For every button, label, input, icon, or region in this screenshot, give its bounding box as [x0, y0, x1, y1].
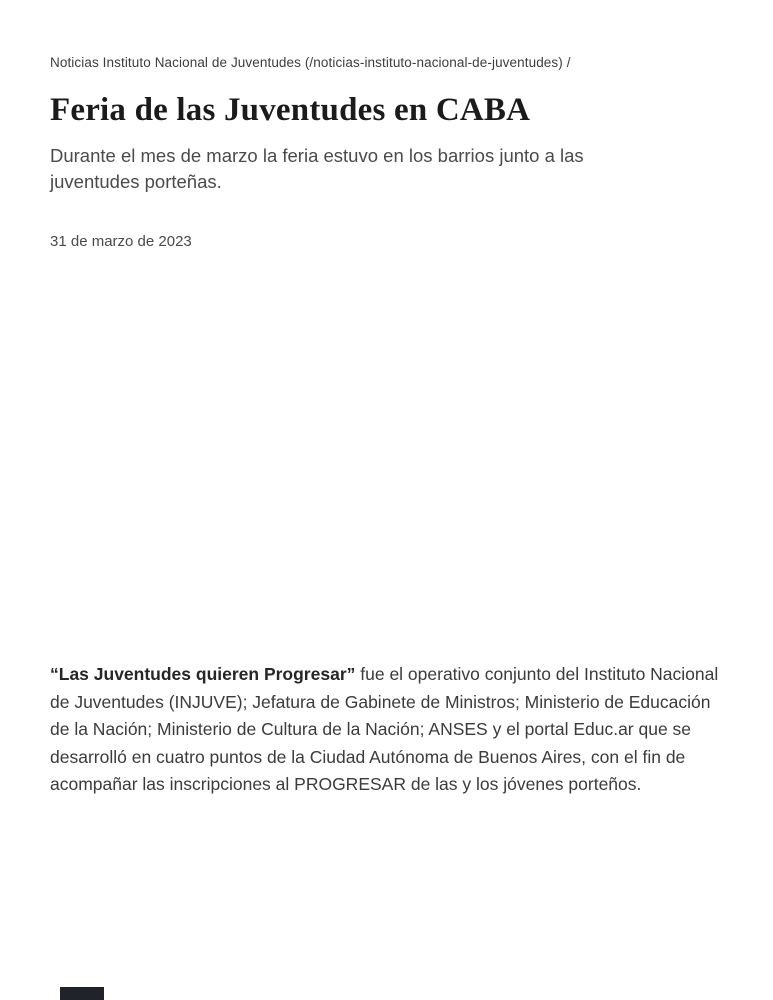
- article-date: 31 de marzo de 2023: [50, 233, 192, 250]
- article-lede: Durante el mes de marzo la feria estuvo en los barrios junto a las juventudes porteñas.: [50, 145, 584, 192]
- breadcrumb-link[interactable]: Noticias Instituto Nacional de Juventudes (/noticias-instituto-nacional-de-juventudes) /: [50, 55, 571, 70]
- article-body: [50, 661, 723, 799]
- page-title: Feria de las Juventudes en CABA: [50, 92, 531, 128]
- footer-clipped-element: [60, 987, 104, 1000]
- article-media-placeholder: [50, 251, 723, 661]
- body-lead-bold: “Las Juventudes quieren Progresar”: [50, 664, 356, 684]
- body-text-rest: fue el operativo conjunto del Instituto Nacional de Juventudes (INJUVE); Jefatura de Gabinete de Ministros; Ministerio de Educación de la Nación; Ministerio de Cultura de la Nación; ANSES y el portal Educ.ar que se desarrolló en cuatro puntos de la Ciudad Autónoma de Buenos Aires, con el fin de acompañar las inscripciones al PROGRESAR de las y los jóvenes porteños.: [50, 664, 719, 794]
- breadcrumb: [50, 55, 723, 71]
